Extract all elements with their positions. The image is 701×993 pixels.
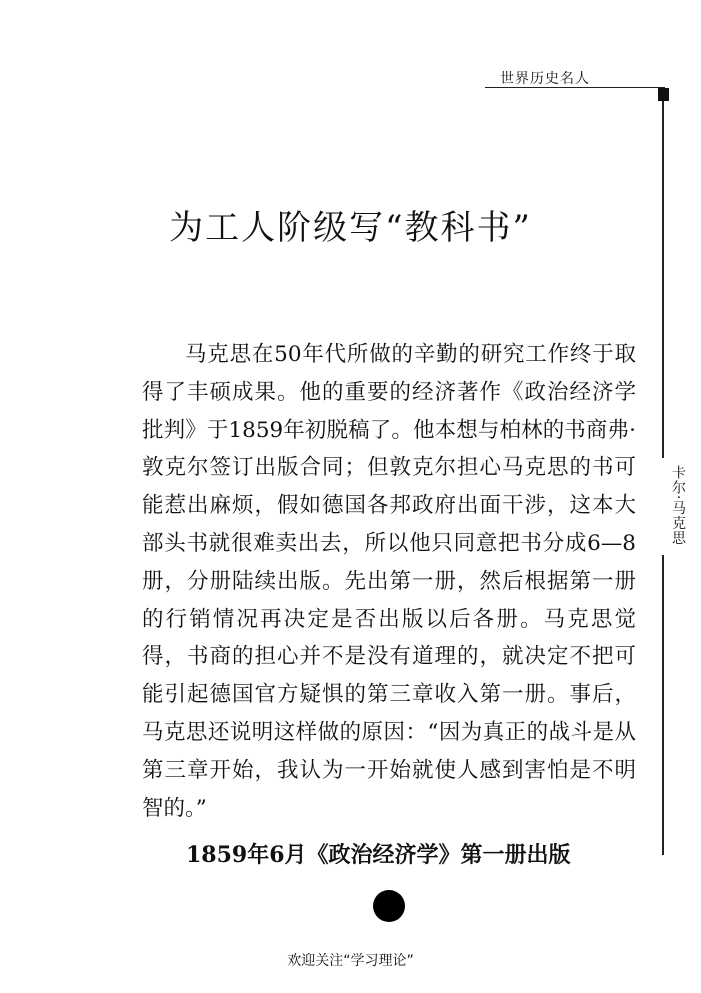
page-bullet-icon bbox=[373, 890, 405, 922]
series-title: 世界历史名人 bbox=[500, 71, 590, 87]
body-paragraph: 马克思在50年代所做的辛勤的研究工作终于取得了丰硕成果。他的重要的经济著作《政治经济学批判》于1859年初脱稿了。他本想与柏林的书商弗·敦克尔签订出版合同；但敦克尔担心马克思的书可能惹出麻烦，假如德国各邦政府出面干涉，这本大部头书就很难卖出去，所以他只同意把书分成6—8册，分册陆续出版。先出第一册，然后根据第一册的行销情况再决定是否出版以后各册。马克思觉得，书商的担心并不是没有道理的，就决定不把可能引起德国官方疑惧的第三章收入第一册。事后，马克思还说明这样做的原因：“因为真正的战斗是从第三章开始，我认为一开始就使人感到害怕是不明智的。” bbox=[142, 342, 636, 821]
footer-note: 欢迎关注“学习理论” bbox=[287, 953, 414, 969]
article-title: 为工人阶级写“教科书” bbox=[169, 208, 532, 248]
body-paragraph-bold: 1859年6月《政治经济学》第一册出版 bbox=[186, 842, 571, 868]
side-marker-block bbox=[658, 88, 669, 101]
side-rule-lower bbox=[662, 555, 664, 855]
side-rule-upper bbox=[662, 101, 664, 458]
side-chapter-label: 卡尔·马克思 bbox=[670, 465, 686, 546]
header-rule bbox=[485, 87, 665, 88]
